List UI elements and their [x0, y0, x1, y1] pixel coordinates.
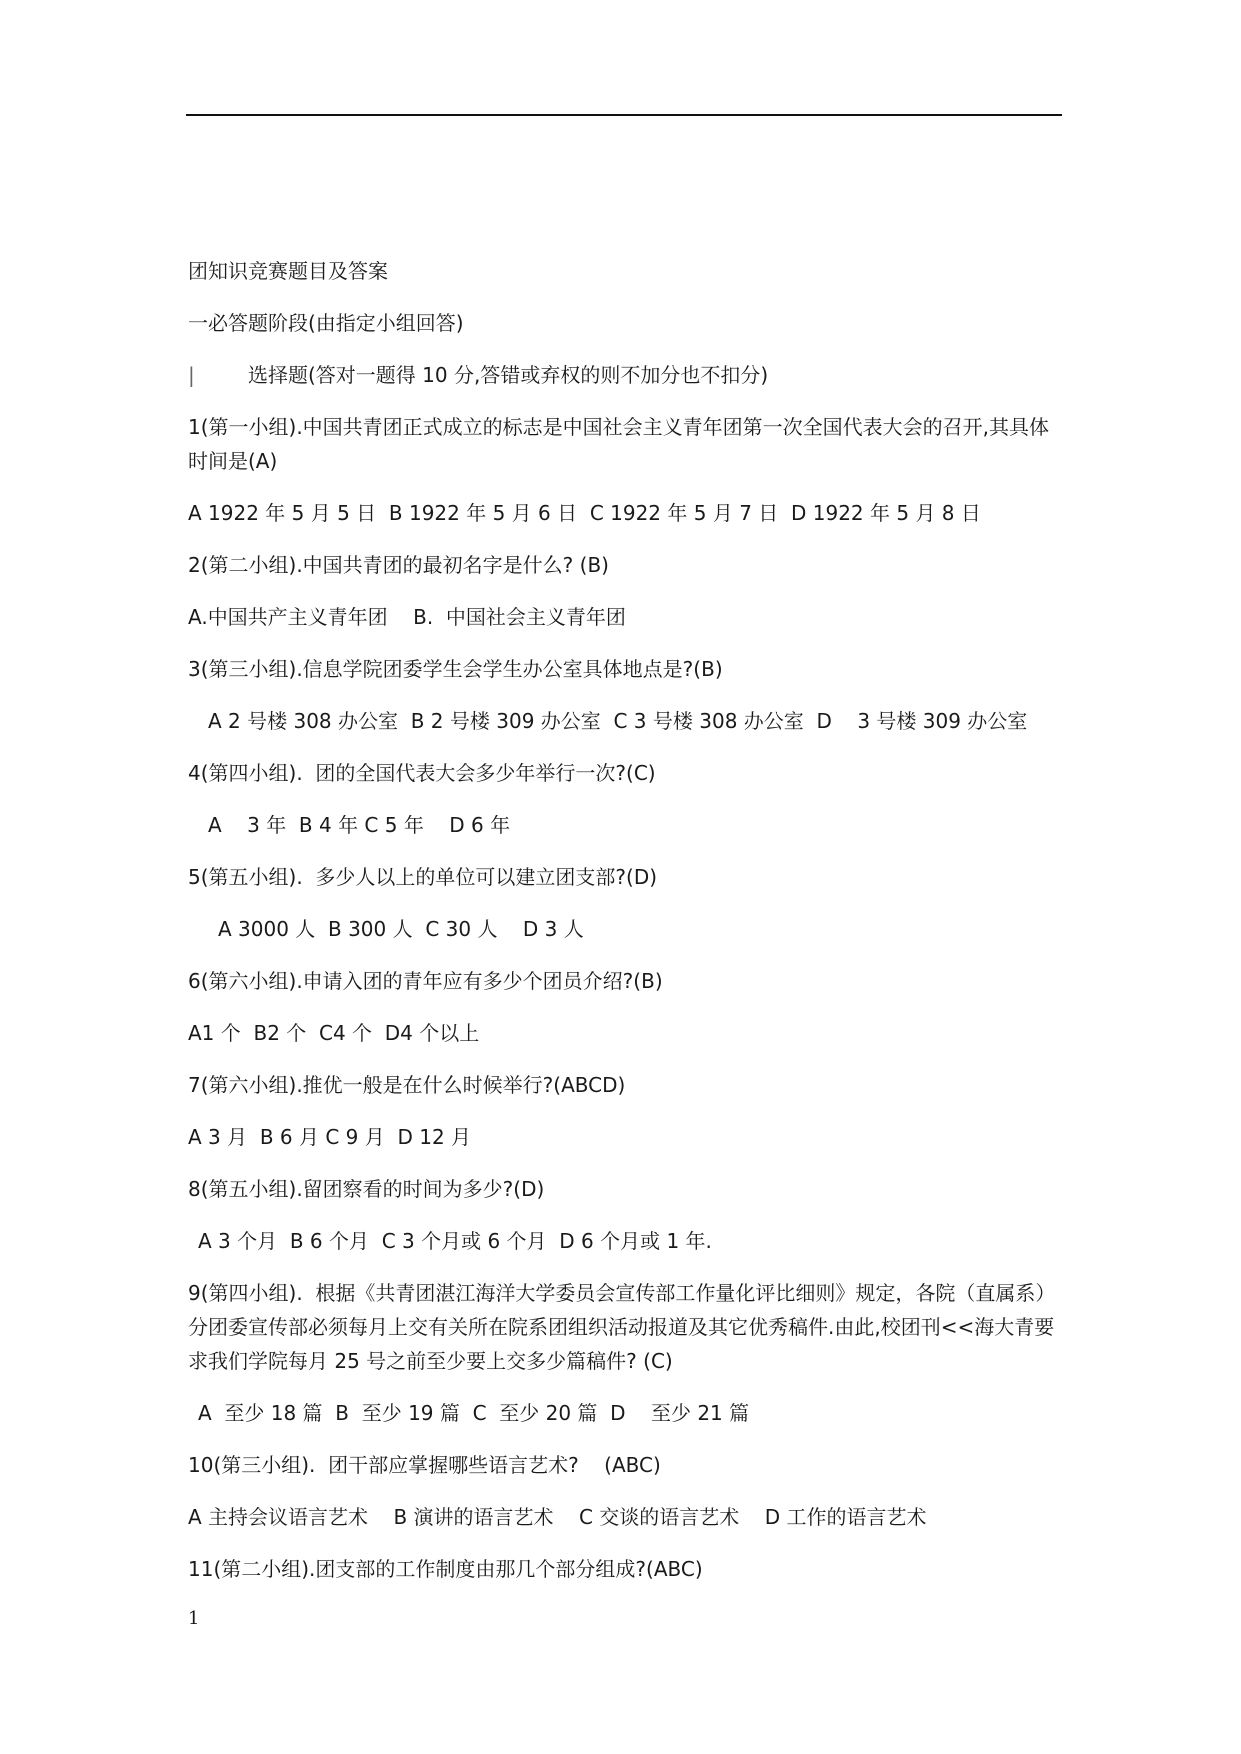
document-body: [188, 254, 1058, 1604]
question-8: 8(第五小组).留团察看的时间为多少?(D): [188, 1177, 545, 1201]
header-rule: [186, 114, 1062, 116]
section-heading: [188, 358, 1058, 392]
options-8: A 3 个月 B 6 个月 C 3 个月或 6 个月 D 6 个月或 1 年.: [198, 1229, 712, 1253]
options-2: A.中国共产主义青年团 B. 中国社会主义青年团: [188, 605, 626, 629]
question-2: 2(第二小组).中国共青团的最初名字是什么? (B): [188, 553, 609, 577]
options-3: A 2 号楼 308 办公室 B 2 号楼 309 办公室 C 3 号楼 308 办公室 D 3 号楼 309 办公室: [208, 709, 1028, 733]
question-5: 5(第五小组). 多少人以上的单位可以建立团支部?(D): [188, 865, 658, 889]
options-5: A 3000 人 B 300 人 C 30 人 D 3 人: [218, 917, 584, 941]
page-number: 1: [188, 1608, 200, 1629]
options-1: A 1922 年 5 月 5 日 B 1922 年 5 月 6 日 C 1922 年 5 月 7 日 D 1922 年 5 月 8 日: [188, 501, 981, 525]
question-1: 1(第一小组).中国共青团正式成立的标志是中国社会主义青年团第一次全国代表大会的召开,其具体时间是(A): [188, 415, 1050, 473]
question-9: 9(第四小组). 根据《共青团湛江海洋大学委员会宣传部工作量化评比细则》规定，各院（直属系）分团委宣传部必须每月上交有关所在院系团组织活动报道及其它优秀稿件.由此,校团刊<<海大青要求我们学院每月 25 号之前至少要上交多少篇稿件? (C): [188, 1281, 1056, 1373]
stage-heading: 一必答题阶段(由指定小组回答): [188, 311, 464, 335]
options-4: A 3 年 B 4 年 C 5 年 D 6 年: [208, 813, 511, 837]
options-9: A 至少 18 篇 B 至少 19 篇 C 至少 20 篇 D 至少 21 篇: [198, 1401, 750, 1425]
options-10: A 主持会议语言艺术 B 演讲的语言艺术 C 交谈的语言艺术 D 工作的语言艺术: [188, 1505, 927, 1529]
question-3: 3(第三小组).信息学院团委学生会学生办公室具体地点是?(B): [188, 657, 723, 681]
options-6: A1 个 B2 个 C4 个 D4 个以上: [188, 1021, 480, 1045]
doc-title: 团知识竞赛题目及答案: [188, 259, 388, 283]
question-11: 11(第二小组).团支部的工作制度由那几个部分组成?(ABC): [188, 1557, 703, 1581]
options-7: A 3 月 B 6 月 C 9 月 D 12 月: [188, 1125, 472, 1149]
question-7: 7(第六小组).推优一般是在什么时候举行?(ABCD): [188, 1073, 626, 1097]
section-label: 选择题(答对一题得 10 分,答错或弃权的则不加分也不扣分): [248, 363, 769, 387]
question-10: 10(第三小组). 团干部应掌握哪些语言艺术? (ABC): [188, 1453, 661, 1477]
question-4: 4(第四小组). 团的全国代表大会多少年举行一次?(C): [188, 761, 656, 785]
question-6: 6(第六小组).申请入团的青年应有多少个团员介绍?(B): [188, 969, 663, 993]
section-mark: |: [188, 363, 195, 387]
